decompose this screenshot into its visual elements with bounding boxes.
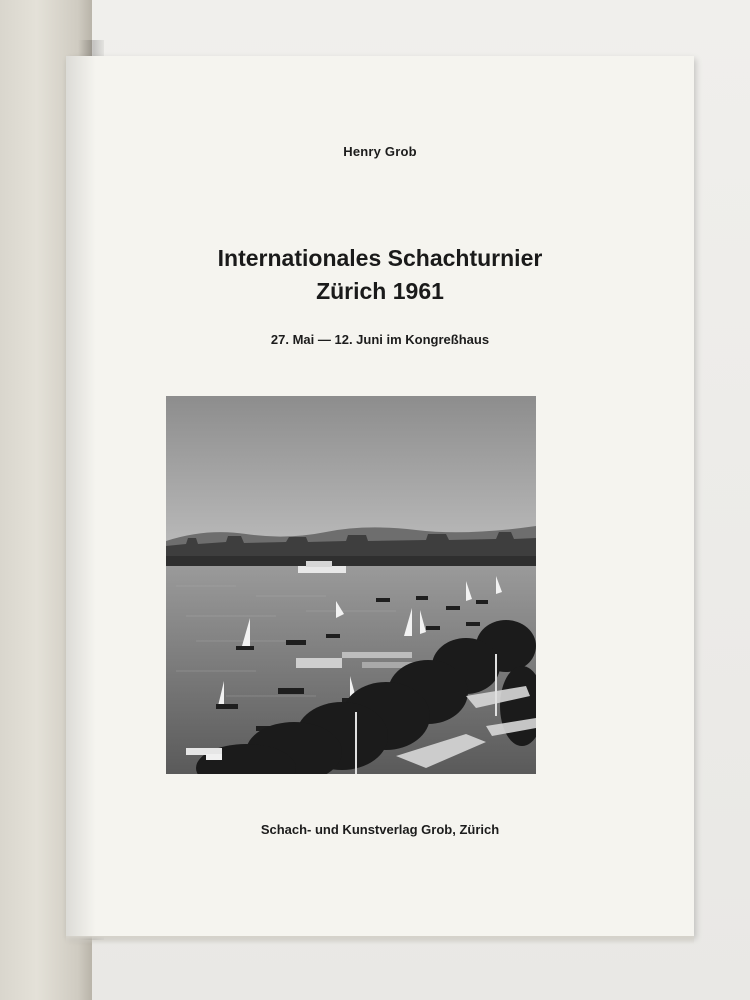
- book-title-line-2: Zürich 1961: [316, 278, 444, 305]
- book-title-line-1: Internationales Schachturnier: [217, 245, 543, 271]
- author-name: Henry Grob: [343, 144, 417, 159]
- book-title: [66, 242, 694, 309]
- publisher: Schach- und Kunstverlag Grob, Zürich: [260, 822, 500, 837]
- page-edge: [66, 936, 694, 944]
- book-subtitle: 27. Mai — 12. Juni im Kongreßhaus: [270, 332, 490, 347]
- title-page: [66, 56, 694, 936]
- photo-illustration: [166, 396, 536, 774]
- lake-harbor-photo: [166, 396, 536, 774]
